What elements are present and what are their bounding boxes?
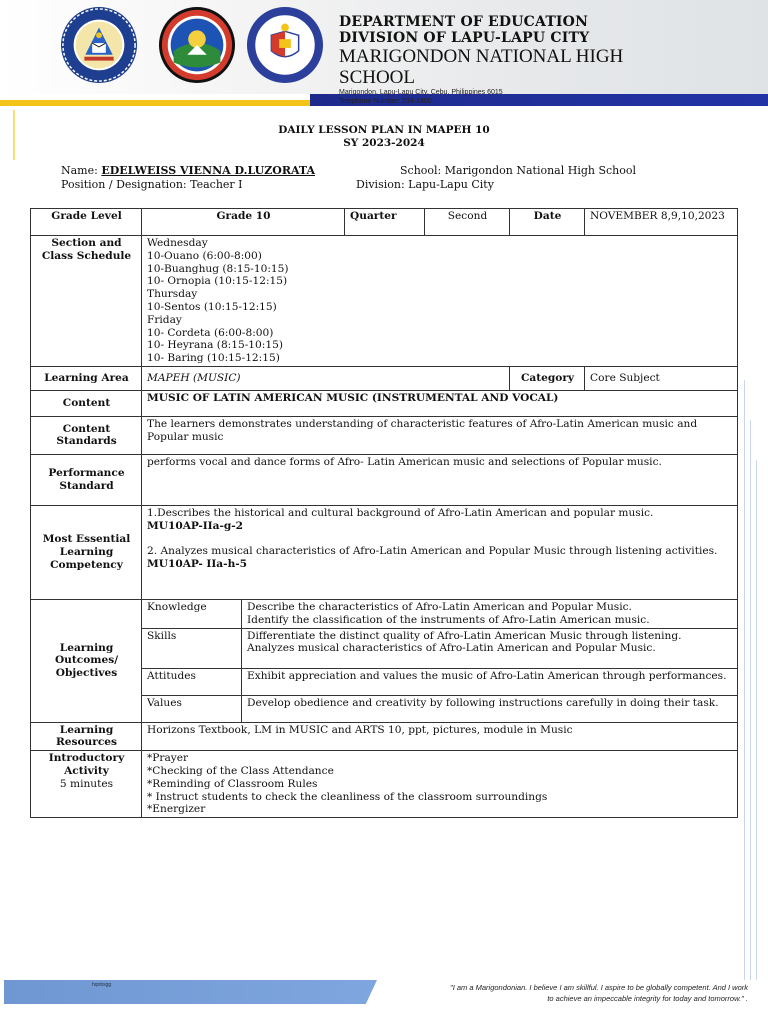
table-row — [31, 236, 738, 367]
document-title: DAILY LESSON PLAN IN MAPEH 10 — [278, 124, 490, 136]
attitudes-value: Exhibit appreciation and values the music of Afro-Latin American through performances. — [242, 668, 738, 695]
schedule-line: 10- Baring (10:15-12:15) — [147, 352, 280, 365]
introductory-activity-label-cell — [31, 751, 142, 818]
lesson-plan-table — [30, 208, 738, 818]
school-year: SY 2023-2024 — [343, 137, 425, 149]
learning-resources-label: Learning Resources — [31, 722, 142, 751]
teacher-name-line — [61, 164, 315, 178]
schedule-line: 10-Ouano (6:00-8:00) — [147, 249, 262, 262]
schedule-line: 10-Sentos (10:15-12:15) — [147, 300, 277, 313]
content-standards-value: The learners demonstrates understanding of characteristic features of Afro-Latin American music and Popular music — [142, 416, 738, 454]
division-name: DIVISION OF LAPU-LAPU CITY — [339, 30, 590, 46]
content-label: Content — [31, 390, 142, 416]
table-row — [31, 505, 738, 599]
grade-level-label: Grade Level — [31, 209, 142, 236]
department-name: DEPARTMENT OF EDUCATION — [339, 14, 589, 30]
school-field: School: Marigondon National High School — [400, 164, 637, 177]
introductory-activity-cell — [142, 751, 738, 818]
skills-cell — [242, 628, 738, 668]
introductory-activity-minutes: 5 minutes — [59, 777, 114, 790]
table-row — [31, 209, 738, 236]
attitudes-label: Attitudes — [142, 668, 242, 695]
learning-area-label: Learning Area — [31, 366, 142, 390]
letterhead — [0, 0, 768, 108]
division-seal-logo — [158, 6, 236, 84]
schedule-cell — [142, 236, 738, 367]
deped-seal-logo — [246, 6, 324, 84]
table-row — [31, 416, 738, 454]
melc-item-1: 1.Describes the historical and cultural background of Afro-Latin American and popular music. — [147, 506, 654, 519]
motto-line: "I am a Marigondonian. I believe I am skillful. I aspire to be globally competent. And I work — [450, 983, 748, 992]
activity-item: *Reminding of Classroom Rules — [147, 777, 318, 790]
position-field: Position / Designation: Teacher I — [61, 178, 243, 191]
table-row — [31, 751, 738, 818]
category-label: Category — [510, 366, 585, 390]
letterhead-text — [339, 14, 759, 106]
decorative-line — [744, 380, 745, 980]
table-row — [31, 366, 738, 390]
learning-resources-value: Horizons Textbook, LM in MUSIC and ARTS 10, ppt, pictures, module in Music — [142, 722, 738, 751]
knowledge-label: Knowledge — [142, 599, 242, 628]
school-name-line1: MARIGONDON NATIONAL HIGH — [339, 46, 624, 67]
school-motto — [392, 982, 748, 1004]
table-row — [31, 599, 738, 628]
skills-item: Differentiate the distinct quality of Afro-Latin American Music through listening. — [247, 629, 682, 642]
footer-blue-bar — [4, 980, 377, 1004]
skills-item: Analyzes musical characteristics of Afro-Latin American and Popular Music. — [247, 642, 656, 655]
melc-item-2: 2. Analyzes musical characteristics of Afro-Latin American and Popular Music through listening activities. — [147, 545, 718, 558]
knowledge-cell — [242, 599, 738, 628]
skills-label: Skills — [142, 628, 242, 668]
performance-standard-value: performs vocal and dance forms of Afro- Latin American music and selections of Popular music. — [142, 454, 738, 505]
date-value: NOVEMBER 8,9,10,2023 — [585, 209, 738, 236]
schedule-line: 10- Cordeta (6:00-8:00) — [147, 326, 274, 339]
footer-tag: hqnbsgg — [92, 982, 112, 988]
schedule-line: Wednesday — [147, 237, 208, 249]
knowledge-item: Describe the characteristics of Afro-Latin American and Popular Music. — [247, 600, 632, 613]
school-telephone: Telephone Number: 234-1400 — [339, 98, 432, 105]
quarter-label: Quarter — [345, 209, 425, 236]
schedule-line: Friday — [147, 313, 182, 326]
melc-code-2: MU10AP- IIa-h-5 — [147, 558, 248, 571]
values-label: Values — [142, 695, 242, 722]
quarter-value: Second — [425, 209, 510, 236]
schedule-line: 10-Buanghug (8:15-10:15) — [147, 262, 289, 275]
teacher-name-label: Name: — [61, 164, 102, 177]
schedule-line: 10- Heyrana (8:15-10:15) — [147, 339, 283, 352]
content-standards-label: Content Standards — [31, 416, 142, 454]
melc-label: Most Essential Learning Competency — [31, 505, 142, 599]
performance-standard-label: Performance Standard — [31, 454, 142, 505]
melc-code-1: MU10AP-IIa-g-2 — [147, 519, 244, 532]
motto-line: to achieve an impeccable integrity for today and tomorrow." . — [547, 994, 748, 1003]
date-label: Date — [510, 209, 585, 236]
melc-cell — [142, 505, 738, 599]
knowledge-item: Identify the classification of the instruments of Afro-Latin American music. — [247, 613, 650, 626]
teacher-name: EDELWEISS VIENNA D.LUZORATA — [101, 164, 316, 177]
schedule-line: 10- Ornopia (10:15-12:15) — [147, 275, 288, 288]
decorative-line — [756, 460, 757, 980]
table-row — [31, 390, 738, 416]
learning-area-value: MAPEH (MUSIC) — [142, 366, 510, 390]
content-value: MUSIC OF LATIN AMERICAN MUSIC (INSTRUMENTAL AND VOCAL) — [142, 390, 738, 416]
section-schedule-label: Section and Class Schedule — [31, 236, 142, 367]
grade-value: Grade 10 — [142, 209, 345, 236]
learning-outcomes-label: Learning Outcomes/ Objectives — [31, 599, 142, 722]
school-name-line2: SCHOOL — [339, 67, 416, 88]
activity-item: *Prayer — [147, 752, 189, 765]
decorative-line — [750, 420, 751, 980]
table-row — [31, 454, 738, 505]
table-row — [31, 722, 738, 751]
school-seal-logo — [60, 6, 138, 84]
division-field: Division: Lapu-Lapu City — [356, 178, 494, 191]
values-value: Develop obedience and creativity by following instructions carefully in doing their task. — [242, 695, 738, 722]
activity-item: *Checking of the Class Attendance — [147, 764, 334, 777]
introductory-activity-label: Introductory Activity — [48, 752, 125, 777]
schedule-line: Thursday — [147, 288, 198, 301]
category-value: Core Subject — [585, 366, 738, 390]
school-address: Marigondon, Lapu-Lapu City, Cebu, Philippines 6015 — [339, 89, 503, 96]
activity-item: * Instruct students to check the cleanliness of the classroom surroundings — [147, 790, 548, 803]
activity-item: *Energizer — [147, 803, 206, 816]
